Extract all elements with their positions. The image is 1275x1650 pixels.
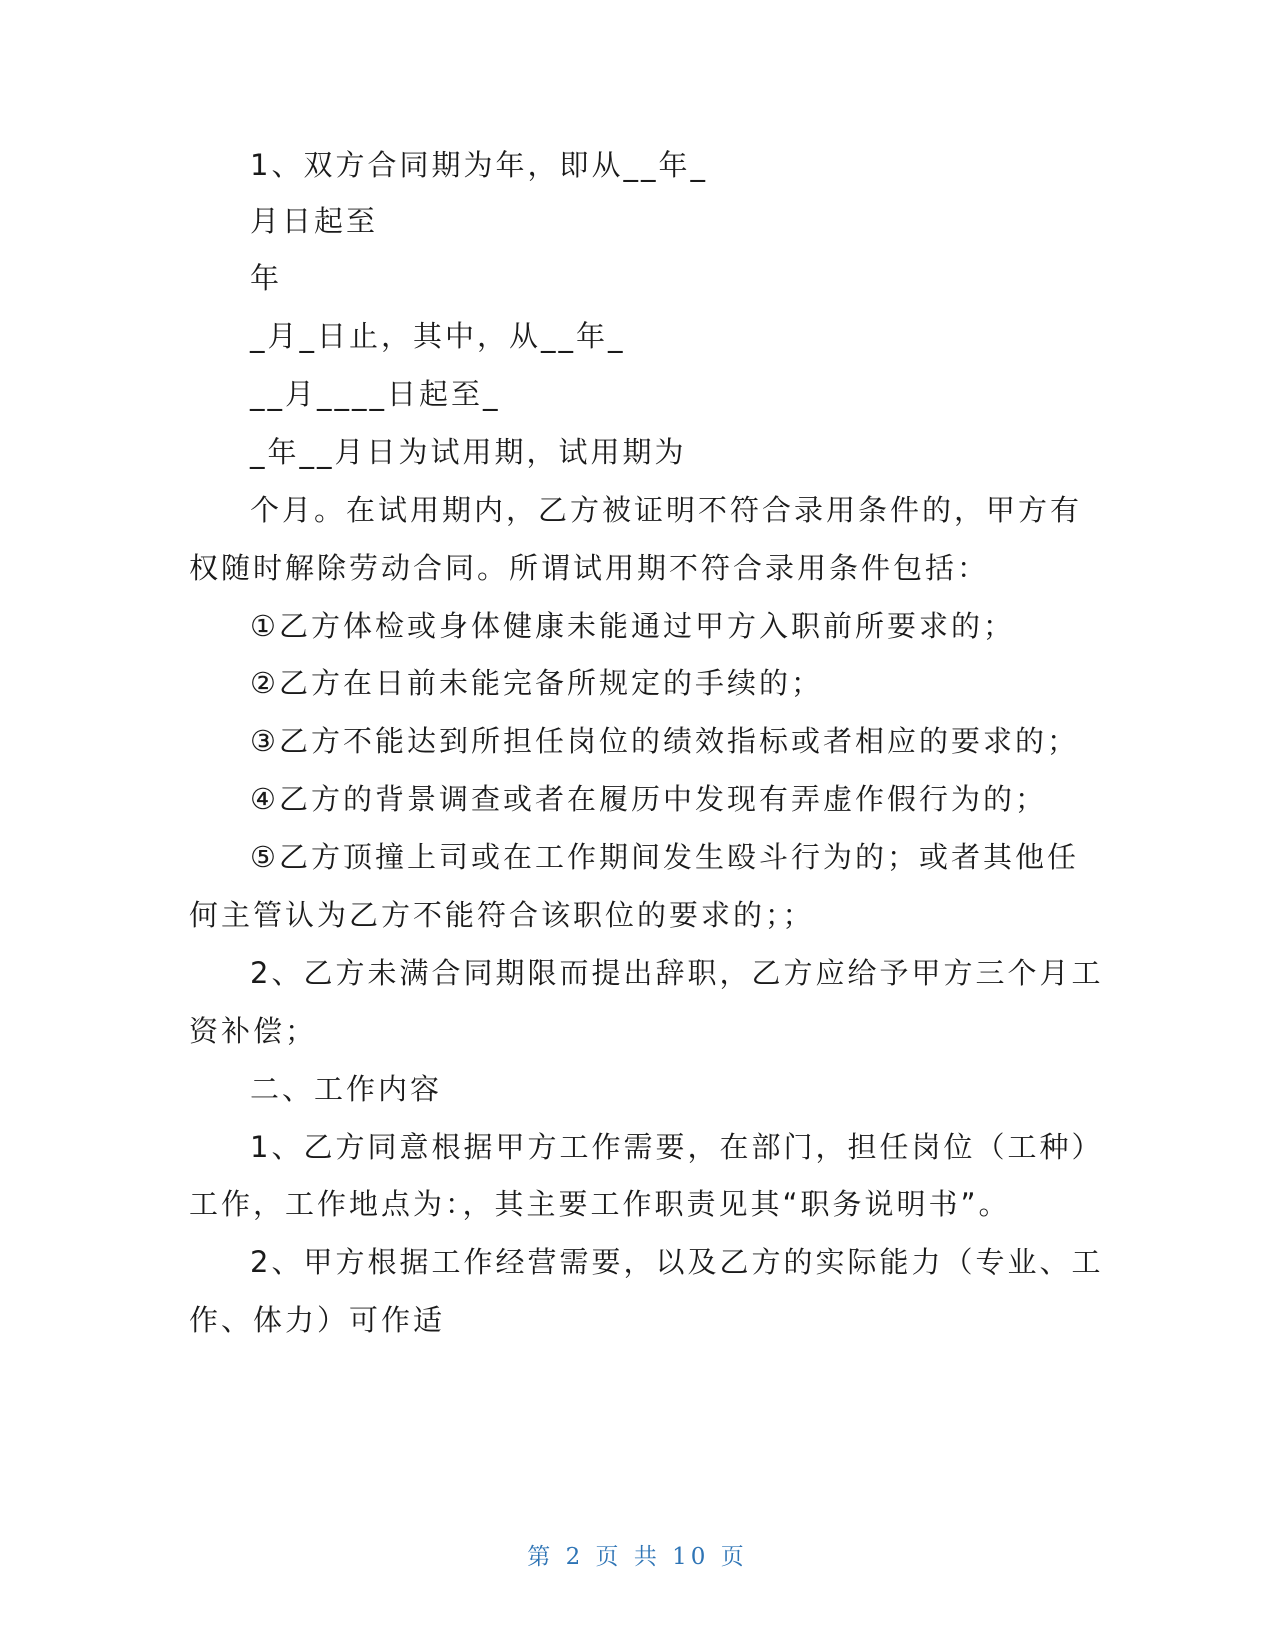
text-line: ⑤乙方顶撞上司或在工作期间发生殴斗行为的；或者其他任	[250, 840, 1079, 874]
text-line: 2、乙方未满合同期限而提出辞职，乙方应给予甲方三个月工	[250, 956, 1104, 990]
text-line: 资补偿；	[189, 1014, 318, 1048]
section-heading: 二、工作内容	[250, 1072, 443, 1106]
text-line: __月____日起至_	[250, 377, 501, 411]
text-line: 何主管认为乙方不能符合该职位的要求的；；	[189, 898, 815, 932]
text-line: 工作，工作地点为：，其主要工作职责见其“职务说明书”。	[189, 1187, 1011, 1221]
text-line: ①乙方体检或身体健康未能通过甲方入职前所要求的；	[250, 609, 1015, 643]
text-line: 1、双方合同期为年，即从__年_	[250, 148, 708, 182]
text-line: _年__月日为试用期，试用期为	[250, 435, 687, 469]
text-line: 个月。在试用期内，乙方被证明不符合录用条件的，甲方有	[250, 493, 1083, 527]
page-number-footer: 第 2 页 共 10 页	[527, 1544, 748, 1570]
text-line: ④乙方的背景调查或者在履历中发现有弄虚作假行为的；	[250, 782, 1047, 816]
text-line: 月日起至	[250, 204, 379, 238]
text-line: 作、体力）可作适	[189, 1303, 446, 1337]
text-line: 1、乙方同意根据甲方工作需要，在部门，担任岗位（工种）	[250, 1130, 1104, 1164]
text-line: 2、甲方根据工作经营需要，以及乙方的实际能力（专业、工	[250, 1245, 1104, 1279]
text-line: ②乙方在日前未能完备所规定的手续的；	[250, 666, 823, 700]
text-line: ③乙方不能达到所担任岗位的绩效指标或者相应的要求的；	[250, 724, 1079, 758]
text-line: _月_日止，其中，从__年_	[250, 319, 626, 353]
text-line: 权随时解除劳动合同。所谓试用期不符合录用条件包括：	[189, 551, 990, 585]
text-line: 年	[250, 261, 283, 295]
